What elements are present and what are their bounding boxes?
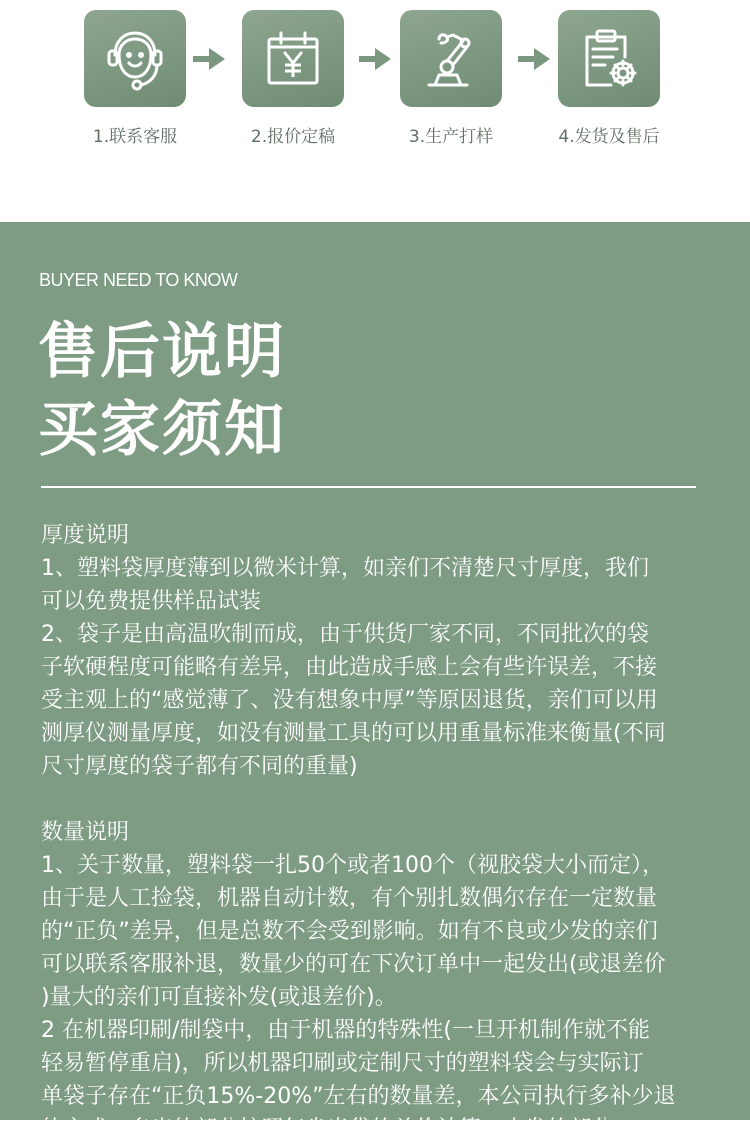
step-label: 4.发货及售后 xyxy=(558,127,660,147)
arrow-right-icon xyxy=(359,48,391,70)
quantity-heading: 数量说明 xyxy=(41,820,130,845)
thickness-text: 子软硬程度可能略有差异，由此造成手感上会有些许误差，不接 xyxy=(41,655,658,680)
notice-content xyxy=(41,519,721,1146)
quantity-text: 的“正负”差异，但是总数不会受到影响。如有不良或少发的亲们 xyxy=(41,919,658,944)
quote-calendar-icon xyxy=(259,25,327,93)
step-shipping-aftersales xyxy=(558,10,660,147)
thickness-text: 受主观上的“感觉薄了、没有想象中厚”等原因退货，亲们可以用 xyxy=(41,688,658,713)
arrow-right-icon xyxy=(518,48,550,70)
robot-arm-icon xyxy=(417,25,485,93)
quantity-text: 单袋子存在“正负15%-20%”左右的数量差，本公司执行多补少退 xyxy=(41,1084,676,1109)
quantity-text: 1、关于数量，塑料袋一扎50个或者100个（视胶袋大小而定）， xyxy=(41,853,664,878)
step-quote-finalize xyxy=(242,10,344,147)
step-tile xyxy=(558,10,660,107)
divider xyxy=(41,486,696,488)
arrow-right-icon xyxy=(193,48,225,70)
step-production-sample xyxy=(400,10,502,147)
step-label: 2.报价定稿 xyxy=(250,127,336,147)
step-label: 1.联系客服 xyxy=(92,127,178,147)
panel-title-aftersales: 售后说明 xyxy=(38,317,286,387)
step-tile xyxy=(400,10,502,107)
section-gap xyxy=(41,783,721,816)
thickness-heading: 厚度说明 xyxy=(41,523,130,548)
clipboard-gear-icon xyxy=(575,25,643,93)
quantity-text: )量大的亲们可直接补发(或退差价)。 xyxy=(41,985,397,1010)
step-tile xyxy=(242,10,344,107)
quantity-text: 可以联系客服补退，数量少的可在下次订单中一起发出(或退差价 xyxy=(41,952,666,977)
quantity-text: 由于是人工捡袋，机器自动计数，有个别扎数偶尔存在一定数量 xyxy=(41,886,658,911)
thickness-text: 测厚仪测量厚度，如没有测量工具的可以用重量标准来衡量(不同 xyxy=(41,721,666,746)
step-contact-service xyxy=(84,10,186,147)
process-steps xyxy=(0,0,750,222)
quantity-text: 轻易暂停重启)，所以机器印刷或定制尺寸的塑料袋会与实际订 xyxy=(41,1051,644,1076)
panel-title-buyer-notice: 买家须知 xyxy=(38,395,286,465)
step-tile xyxy=(84,10,186,107)
step-label: 3.生产打样 xyxy=(408,127,494,147)
thickness-text: 1、塑料袋厚度薄到以微米计算，如亲们不清楚尺寸厚度，我们 xyxy=(41,556,649,581)
buyer-notice-panel xyxy=(0,222,750,1142)
thickness-text: 2、袋子是由高温吹制而成，由于供货厂家不同，不同批次的袋 xyxy=(41,622,649,647)
quantity-text: 2 在机器印刷/制袋中，由于机器的特殊性(一旦开机制作就不能 xyxy=(41,1018,650,1043)
panel-eyebrow: BUYER NEED TO KNOW xyxy=(39,270,238,290)
quantity-text: 的方式，多出的部分按照每省米袋的单价计算，少发的部分 xyxy=(41,1117,614,1142)
thickness-text: 可以免费提供样品试装 xyxy=(41,589,262,614)
customer-service-icon xyxy=(101,25,169,93)
thickness-text: 尺寸厚度的袋子都有不同的重量) xyxy=(41,754,358,779)
